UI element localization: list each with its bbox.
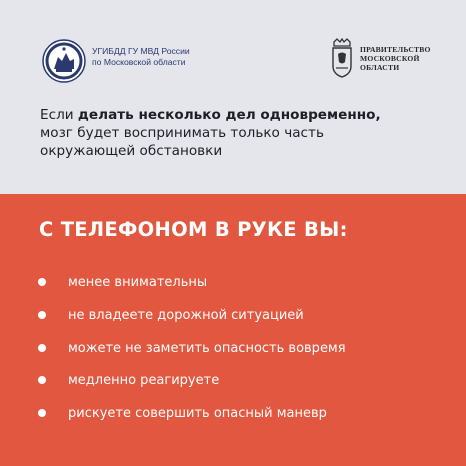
moscow-region-coat-of-arms-icon	[330, 38, 354, 78]
header-panel	[0, 0, 466, 194]
consequence-list	[38, 274, 346, 438]
section-heading: С ТЕЛЕФОНОМ В РУКЕ ВЫ:	[39, 218, 348, 241]
org-right-line1: ПРАВИТЕЛЬСТВО	[360, 45, 431, 54]
list-item	[38, 274, 346, 307]
org-name-right	[360, 45, 431, 72]
org-name-left	[92, 46, 190, 68]
bullet-icon	[38, 278, 46, 286]
org-left-line1: УГИБДД ГУ МВД России	[92, 46, 190, 56]
list-item	[38, 405, 346, 438]
bullet-icon	[38, 376, 46, 384]
list-item	[38, 307, 346, 340]
bullet-icon	[38, 344, 46, 352]
intro-part1: Если	[40, 107, 78, 123]
bullet-icon	[38, 409, 46, 417]
bullet-icon	[38, 311, 46, 319]
org-right-line2: МОСКОВСКОЙ	[360, 54, 420, 63]
list-item	[38, 340, 346, 373]
org-right-line3: ОБЛАСТИ	[360, 63, 400, 72]
intro-line1	[40, 106, 440, 124]
list-item-text: рискуете совершить опасный маневр	[68, 406, 327, 422]
list-item-text: медленно реагируете	[68, 373, 220, 389]
intro-line2: мозг будет воспринимать только часть	[40, 125, 324, 141]
intro-bold: делать несколько дел одновременно,	[77, 107, 381, 123]
list-item-text: менее внимательны	[68, 275, 208, 290]
list-item-text: можете не заметить опасность вовремя	[68, 340, 346, 356]
intro-text	[40, 106, 440, 160]
list-item	[38, 372, 346, 405]
intro-line3: окружающей обстановки	[40, 143, 223, 159]
traffic-police-emblem-icon	[42, 39, 86, 83]
org-left-line2: по Московской области	[92, 57, 186, 67]
list-item-text: не владеете дорожной ситуацией	[68, 307, 304, 323]
